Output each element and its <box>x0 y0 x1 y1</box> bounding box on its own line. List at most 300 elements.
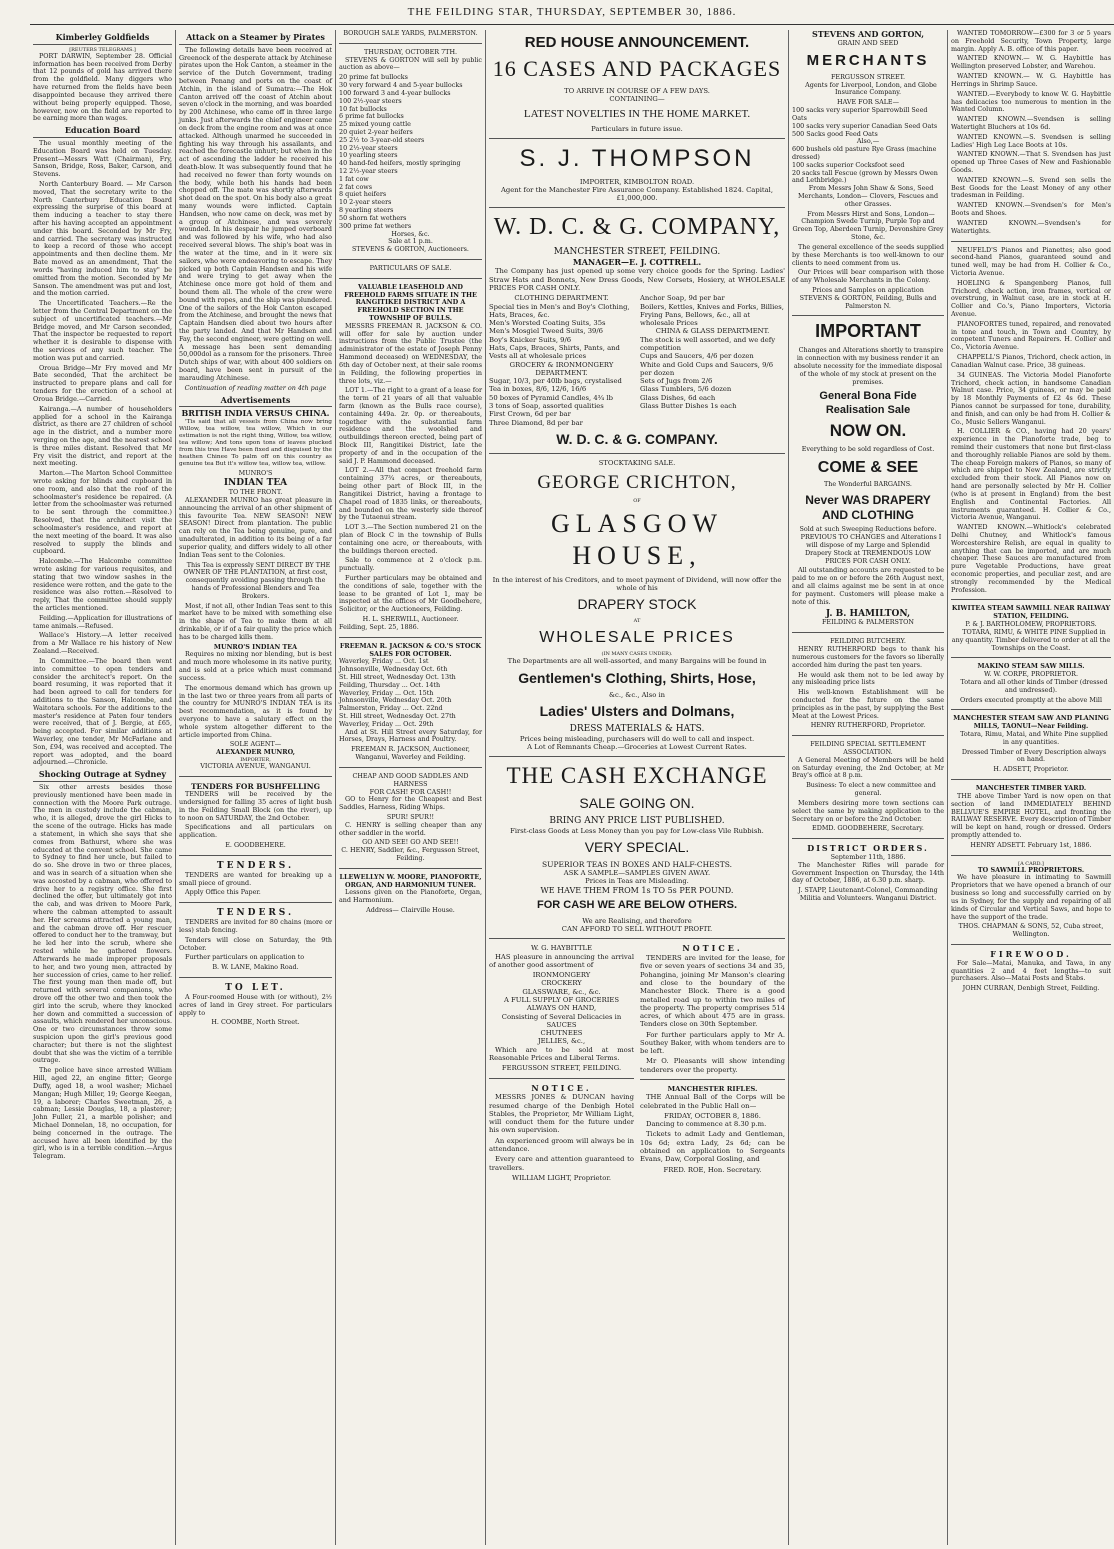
classified: 34 GUINEAS. The Victoria Model Pianoforte Trichord, check action, in handsome Canadian Walnut case. Price, 34 guineas, or may be paid by 18 Monthly Payments of £2 4s 6d. These Pianos cannot be surpassed for tone, durability, and finish, and can only be had from H. Collier & Co., Music Sellers Wanganui. <box>951 370 1111 426</box>
price-item: 3 tons of Soap, assorted qualities <box>489 401 604 410</box>
article-heading: Education Board <box>33 126 172 138</box>
ad-headline: FOR CASH WE ARE BELOW OTHERS. <box>536 899 738 912</box>
divider <box>489 207 785 208</box>
paragraph: C. HENRY is selling cheaper than any other saddler in the world. <box>339 820 482 837</box>
paragraph: Tenders will close on Saturday, the 9th October. <box>179 935 332 952</box>
paragraph: Dancing to commence at 8.30 p.m. <box>646 1120 767 1129</box>
ad-line: W. W. CORPE, PROPRIETOR. <box>984 670 1078 679</box>
ad-line: DRESS MATERIALS & HATS. <box>569 723 705 734</box>
price-item: First Crown, 6d per bar <box>489 410 571 419</box>
list-item: St. Hill street, Wednesday Oct. 27th <box>339 712 456 720</box>
ad-line: CHUTNEES <box>540 1029 583 1038</box>
price-list <box>489 294 785 427</box>
stock-list <box>339 74 482 238</box>
paragraph: The Company has just opened up some very choice goods for the Spring. Ladies' Straw Hats and Bonnets, New Dress Goods, New Corsets, Hosiery, at WHOLESALE PRICES FOR CASH ONLY. <box>489 267 785 293</box>
paragraph: ALEXANDER MUNRO has great pleasure in announcing the arrival of an other shipment of this favourite Tea. NEW SEASON! NEW SEASON! Direct from plantation. The public can rely on the Tea being genuine, pure, and unadulterated, in addition to its being of a far superior quality, and differs widely to all other Indian Teas sent to the Colonies. <box>179 496 332 559</box>
ad-line: CONTAINING— <box>609 95 665 104</box>
paragraph: MESSRS JONES & DUNCAN having resumed charge of the Denbigh Hotel Stables, the Proprietor, Mr William Light, will conduct them for the future under his own supervision. <box>489 1093 634 1135</box>
list-item: 10 2½-year steers <box>339 143 398 152</box>
ad-title: INDIAN TEA <box>223 478 288 489</box>
list-item: St. Hill street, Wednesday Oct. 13th <box>339 672 456 681</box>
ad-line: JELLIES, &c., <box>537 1037 586 1046</box>
classified: HOELING & Spangenberg Pianos, full Trichord, check action, iron frames, vertical or overstrung, in Walnut case, are in stock at H. Collier and Co.'s, Piano Importers, Victoria Avenue. <box>951 278 1111 318</box>
price-item: Anchor Soap, 9d per bar <box>640 294 725 303</box>
ad-headline: IMPORTANT <box>815 321 921 342</box>
price-item: Glass Dishes, 6d each <box>640 393 716 402</box>
ad-line: Also,— <box>856 137 880 146</box>
section-heading: Advertisements <box>179 396 332 408</box>
divider <box>179 977 332 978</box>
paragraph: Specifications and all particulars on application. <box>179 823 332 840</box>
ad-line: SPUR! SPUR!! <box>386 812 435 821</box>
list-item: 40 hand-fed heifers, mostly springing <box>339 159 461 168</box>
paragraph: This Tea is expressly SENT DIRECT BY THE OWNER OF THE PLANTATION, at first cost, consequently avoiding passing through the hands of Professional Blenders and Tea Brokers. <box>183 560 331 600</box>
price-list-left <box>489 294 634 427</box>
ad-line: MANAGER—E. J. COTTRELL. <box>572 256 702 267</box>
ad-line: P. & J. BARTHOLOMEW, PROPRIETORS. <box>965 620 1097 629</box>
column-2 <box>176 30 335 1545</box>
divider <box>489 1078 634 1079</box>
paragraph: TENDERS are wanted for breaking up a small piece of ground. <box>179 870 332 887</box>
dept-heading: CLOTHING DEPARTMENT. <box>514 294 609 303</box>
classified: WANTED KNOWN.— W. G. Haybittle has Herrings in Shrimp Sauce. <box>951 72 1111 88</box>
ad-line: SAUCES <box>546 1020 577 1029</box>
column-3 <box>336 30 485 1545</box>
ad-title: TO LET. <box>225 983 286 994</box>
ad-line: ASK A SAMPLE—SAMPLES GIVEN AWAY. <box>563 869 711 878</box>
ad-line: Prices being misleading, purchasers will do well to call and inspect. <box>519 734 755 743</box>
divider <box>792 838 944 839</box>
ad-line: IRONMONGERY <box>532 971 591 980</box>
paragraph: Halcombe.—The Halcombe committee wrote asking for various requisites, and stating that two window sashes in the residence were rotten, and the gate to the residence was also rotten.—Resolved to reply, That the committee should supply the articles mentioned. <box>33 557 172 613</box>
classified: WANTED KNOWN.— W. G. Haybittle has Wellington preserved Lobster, and Warehou. <box>951 54 1111 71</box>
ad-signature: FEILDING & PALMERSTON <box>821 618 915 627</box>
price-item: Men's Mosgiel Tweed Suits, 39/6 <box>489 327 603 336</box>
price-item: White and Gold Cups and Saucers, 9/6 per dozen <box>640 360 774 377</box>
ad-title: DISTRICT ORDERS. <box>807 843 929 854</box>
ad-title: NOTICE. <box>682 943 743 954</box>
paragraph: A General Meeting of Members will be held on Saturday evening, the 2nd October, at Mr Bray's office at 8 p.m. <box>792 755 944 780</box>
paragraph: North Canterbury Board. — Mr Carson moved, That the secretary write to the North Canterbury Education Board expressing the surprise of this board at them inducing a teacher to stay there after his having accepted an appointment under this board. Seconded by Mr Fry, and carried. The secretary was instructed to keep a record of those who accept appointments and then decline them. Mr Bate moved as an amendment, That the words "having induced him to stay" be omitted from the motion. Seconded by Mr Sanson. The amendment was put and lost, and the motion carried. <box>33 179 172 298</box>
paragraph: Mr O. Pleasants will show intending tenderers over the property. <box>640 1057 785 1074</box>
ad-title: STEVENS AND GORTON, <box>811 30 925 39</box>
ad-line: SOLE AGENT— <box>229 740 282 749</box>
ad-line: The Wonderful BARGAINS. <box>824 480 912 489</box>
ad-line: GO AND SEE! GO AND SEE!! <box>362 838 459 847</box>
ad-signature: H. COOMBE, North Street. <box>211 1018 300 1027</box>
divider <box>489 938 785 939</box>
divider <box>640 1079 785 1080</box>
list-item: 100 sacks very superior Canadian Seed Oats <box>792 121 938 130</box>
ad-line: The Departments are all well-assorted, and many Bargains will be found in <box>507 657 767 666</box>
classified: WANTED KNOWN.—Svendsen is selling Watertight Bluchers at 10s 6d. <box>951 115 1111 131</box>
paragraph: LOT 3.—The Section numbered 21 on the plan of Block C in the township of Bulls containing one acre, or thereabouts, with the buildings thereon erected. <box>339 523 482 555</box>
ad-title: TENDERS. <box>216 908 295 919</box>
dept-heading: CHINA & GLASS DEPARTMENT. <box>655 327 770 336</box>
ad-headline: NOW ON. <box>829 421 907 441</box>
divider <box>179 776 332 777</box>
classified: WANTED.—Everybody to know W. G. Haybittle has delicacies too numerous to mention in the Wanted Column. <box>951 89 1111 114</box>
paragraph: He would ask them not to be led away by any misleading price lists <box>792 670 944 687</box>
paragraph: Totara and all other kinds of Timber (dressed and undressed). <box>960 677 1108 694</box>
price-item: Men's Worsted Coating Suits, 35s <box>489 319 606 328</box>
ad-title: TENDERS. <box>216 860 295 871</box>
ad-line: FERGUSSON STREET. <box>830 72 906 81</box>
paragraph: The enormous demand which has grown up in the last two or three years from all parts of the country for MUNRO'S INDIAN TEA is its best recommendation, as it is found by everyone to have a salutary effect on the whole system altogether different to the article imported from China. <box>179 683 332 739</box>
ad-signature: FREEMAN R. JACKSON, Auctioneer, Wanganui, Waverley and Feilding. <box>351 745 470 762</box>
ad-line: Sold at such Sweeping Reductions before. <box>799 525 937 534</box>
divider <box>951 241 1111 242</box>
paragraph: The general excellence of the seeds supplied by these Merchants is too well-known to our clients to need comment from us. <box>792 242 944 267</box>
ad-title: PARTICULARS OF SALE. <box>369 263 452 272</box>
ad-line: &c., &c., Also in <box>608 690 666 699</box>
paragraph: Lessons given on the Pianoforte, Organ, and Harmonium. <box>339 888 482 905</box>
ad-line: GLASSWARE, &c., &c. <box>522 987 601 996</box>
ad-title: FREEMAN R. JACKSON & CO.'S STOCK SALES FOR OCTOBER. <box>339 641 482 658</box>
ad-line: WE HAVE THEM FROM 1s TO 5s PER POUND. <box>540 885 734 895</box>
paragraph: The following details have been received at Greenock of the desperate attack by Atchinese pirates upon the Hok Canton, a steamer in the service of the Dutch Government, trading between Penang and ports on the coast of Atchin, in the island of Sumatra:—The Hok Canton arrived off the coast of Atchin about seven o'clock in the morning, and was boarded by 200 Atchinese, who came off in three large junks. Just afterwards the chief engineer came on deck from the engine room and was at once attacked. Although unarmed he succeeded in fighting his way through his assailants, and reached the forecastle unhurt; but when in the act of ascending the ladder he received his death-blow. It was subsequently found that he had received no fewer than forty wounds on the body, while both his hands had been chopped off. The mate was shortly afterwards shot dead on the spot. On his body also a great many wounds were inflicted. Captain Handsen, who now came on deck, was met by a group of Atchinese, and was severely wounded. In his despair he jumped overboard and was followed by his wife, who had also received several blows. The ship's boat was in the water at the time, and in it were six sailors, who were endeavoring to escape. They picked up both Captain Handsen and his wife and were trying to get away when the Atchinese once more got hold of them and bound them all. The whole of the crew were bound with ropes, and the ship was plundered. One of the sailors of the Hok Canton escaped from the Atchinese, and brought the news that Captain Handsen died about two hours after the party landed. And that Mr Handsen and Fay, the second engineer, were getting on well. A message has been sent demanding 50,000dol as a ransom for the prisoners. Three Dutch ships of war, with about 400 soldiers on board, have been sent in pursuit of the marauding Atchinese. <box>179 45 332 382</box>
ad-title: FIREWOOD. <box>990 948 1072 959</box>
paragraph: Sale to commence at 2 o'clock p.m. punctually. <box>339 556 482 573</box>
ad-line: (IN MANY CASES UNDER). <box>601 651 673 658</box>
ad-headline: S. J. THOMPSON <box>519 145 755 173</box>
divider <box>951 779 1111 780</box>
paragraph: An experienced groom will always be in attendance. <box>489 1136 634 1153</box>
ad-signature: FRED. ROE, Hon. Secretary. <box>663 1165 762 1174</box>
paragraph: Wallace's History.—A letter received from a Mr Wallace re his history of New Zealand.—Received. <box>33 631 172 656</box>
ad-title: VALUABLE LEASEHOLD AND FREEHOLD FARMS SITUATE IN THE RANGITIKEI DISTRICT AND A FREEHOLD SECTION IN THE TOWNSHIP OF BULLS. <box>344 282 477 322</box>
ad-signature: JOHN CURRAN, Denbigh Street, Feilding. <box>962 984 1100 993</box>
classified: H. COLLIER & CO., having had 20 years' experience in the Pianoforte trade, beg to remind their customers that none but first-class and thoroughly reliable Pianos are sold by them. The cheap Foreign makers of Pianos, so many of which are shipped to New Zealand, are strictly excluded from their stock. All Pianos now on hand are personally selected by Mr H. Collier (who is at present in England) from the best English and Continental Factories. All instruments guaranteed. H. Collier & Co., Victoria Avenue, Wanganui. <box>951 427 1111 522</box>
ad-signature: J. STAPP, Lieutenant-Colonel, Commanding Militia and Volunteers. Wanganui District. <box>798 886 938 902</box>
paragraph: For further particulars apply to Mr A. Southey Baker, with whom tenders are to be left. <box>640 1030 785 1056</box>
price-item: Cups and Saucers, 4/6 per dozen <box>640 352 754 361</box>
column-1 <box>30 30 175 1545</box>
price-item: Sugar, 10/3, per 40lb bags, crystalised <box>489 377 622 386</box>
column-6 <box>948 30 1114 1545</box>
divider <box>951 709 1111 710</box>
paragraph: TENDERS are invited for the lease, for five or seven years of sections 34 and 35, Pohangina, joining Mr Manson's clearing and close to the boundary of the Manchester Block. There is a good metalled road up to within two miles of the property. The property comprises 514 acres, of which about 475 are in grass. Tenders close on 30th September. <box>640 954 785 1029</box>
ad-line: FRIDAY, OCTOBER 8, 1886. <box>664 1111 761 1120</box>
ad-line: [A CARD.] <box>1018 860 1044 867</box>
paragraph: The Manchester Rifles will parade for Government Inspection on Thursday, the 14th day of October, 1886, at 6.30 p.m. sharp. <box>792 860 944 885</box>
ad-line: First-class Goods at Less Money than you pay for Low-class Vile Rubbish. <box>510 826 764 835</box>
paragraph: And at St. Hill Street every Saturday, for Horses, Drays, Harness and Poultry. <box>339 727 482 744</box>
ad-headline: Never WAS DRAPERY AND CLOTHING <box>805 493 931 522</box>
paragraph: The Uncertificated Teachers.—Re the letter from the Central Department on the subject of uncertificated teachers.—Mr Bridge moved, and Mr Carson seconded, That the inspector be requested to report whether it is desirable to dispense with the services of any such teacher. The motion was put and carried. <box>33 299 172 362</box>
sales-list <box>339 658 482 728</box>
ad-line: A Lot of Remnants Cheap.—Groceries at Lowest Current Rates. <box>527 743 747 752</box>
ad-line: IMPORTER, KIMBOLTON ROAD. <box>579 177 695 186</box>
list-item: 25 mixed young cattle <box>339 120 411 129</box>
ad-title: FOR CASH! FOR CASH!! <box>369 787 452 796</box>
ad-title: FEILDING BUTCHERY. <box>830 637 906 646</box>
ad-title: NOTICE. <box>531 1082 592 1093</box>
paragraph: The usual monthly meeting of the Education Board was held on Tuesday. Present—Messrs Watt (Chairman), Fry, Sanson, Bridge, Ross, Baker, Carson, and Stevens. <box>33 138 172 179</box>
paragraph: THE Annual Ball of the Corps will be celebrated in the Public Hall on— <box>640 1093 785 1110</box>
paragraph: Further particulars may be obtained and the conditions of sale, together with the lease to be granted of Lot 1, may be inspected at the offices of Mr Goodbehere, Solicitor, or the Auctioneers, Feilding. <box>339 574 482 614</box>
ad-line: A FULL SUPPLY OF GROCERIES ALWAYS ON HAND, <box>503 996 620 1013</box>
divider <box>792 315 944 316</box>
paragraph: All outstanding accounts are requested to be paid to me on or before the 26th August next, and all claims against me be sent in at once for payment. Customers will please make a note of this. <box>792 566 944 606</box>
list-item: 8 yearling steers <box>339 206 394 215</box>
list-item: Palmerston, Friday ... Oct. 22nd <box>339 704 443 713</box>
paragraph: LOT 1.—The right to a grant of a lease for the term of 21 years of all that valuable farm (known as the Bulls race course), containing 449a. 2r. 0p. or thereabouts, together with the substantial farm residence and the woolshed and outbuildings thereon erected, being part of Block III, Rangitikei District, late the property of and in the occupation of the said J. P. Hammond deceased. <box>339 386 482 465</box>
article-heading: Attack on a Steamer by Pirates <box>179 33 332 45</box>
list-item: 100 sacks very superior Sparrowbill Seed Oats <box>792 106 928 122</box>
price-list-right <box>640 294 785 427</box>
classified: WANTED KNOWN.—Svendsen's for Watertights. <box>951 218 1111 235</box>
paragraph: Apply Office this Paper. <box>185 888 261 897</box>
ad-title: TO SAWMILL PROPRIETORS. <box>977 865 1085 874</box>
list-item: 500 Sacks good Feed Oats <box>792 129 878 138</box>
ad-signature: HENRY ADSETT. February 1st, 1886. <box>970 840 1092 849</box>
paragraph: PORT DARWIN, September 28. Official information has been received from Derby that 12 pounds of gold has arrived there from the goldfield. Many diggers who have returned from the fields have been disappointed because they arrived there without being properly equipped. Those, however, now on the field are reported to be earning more than wages. <box>33 51 172 123</box>
ad-signature: WILLIAM LIGHT, Proprietor. <box>511 1173 612 1182</box>
divider <box>951 944 1111 945</box>
divider <box>339 868 482 869</box>
ad-signature: FERGUSSON STREET, FEILDING. <box>501 1064 622 1073</box>
ad-headline: Ladies' Ulsters and Dolmans, <box>539 702 735 719</box>
list-item: Feilding, Thursday ... Oct. 14th <box>339 680 441 689</box>
ad-title: FEILDING SPECIAL SETTLEMENT ASSOCIATION. <box>810 740 926 757</box>
divider <box>489 453 785 454</box>
paragraph: Dressed Timber of Every Description always on hand. <box>961 747 1107 764</box>
credit: [REUTERS TELEGRAMS.] <box>69 46 136 53</box>
list-item: Johnsonville, Wednesday Oct. 20th <box>339 696 452 705</box>
column-4 <box>486 30 788 1545</box>
paragraph: Feilding.—Application for illustrations of tame animals.—Refused. <box>33 613 172 630</box>
divider <box>792 632 944 633</box>
paragraph: TENDERS are invited for 80 chains (more or less) stab fencing. <box>179 918 332 934</box>
paragraph: LOT 2.—All that compact freehold farm containing 37¾ acres, or thereabouts, being other part of Block III, in the Rangitikei District, having a frontage to Chapel road of 1835 links, or thereabouts, and bounded on the westerly side thereof by the Tutaenui stream. <box>339 466 482 522</box>
ad-title: BRITISH INDIA VERSUS CHINA. <box>181 408 330 419</box>
list-item: 100 2½-year steers <box>339 96 402 105</box>
ad-headline: General Bona Fide Realisation Sale <box>819 390 917 416</box>
list-item: Waverley, Friday ... Oct. 29th <box>339 719 434 728</box>
ad-signature: C. HENRY, Saddler, &c., Fergusson Street, Feilding. <box>341 846 480 862</box>
paragraph: THE above Timber Yard is now open on that section of land IMMEDIATELY BEHIND BELLVUE'S EMPIRE HOTEL, and fronting the RAILWAY RESERVE. Every description of Timber will be kept on hand, rough or dressed. Orders promptly attended to. <box>951 791 1111 839</box>
ad-title: MANCHESTER TIMBER YARD. <box>975 784 1087 793</box>
list-item: 10 2-year steers <box>339 198 392 207</box>
list-item: 20 prime fat bullocks <box>339 73 408 82</box>
ad-headline: COME & SEE <box>817 458 919 476</box>
paragraph: A Four-roomed House with (or without), 2½ acres of land in Grey street. For particulars apply to <box>179 992 332 1017</box>
list-item: Horses, &c. <box>391 229 430 238</box>
classified: WANTED KNOWN.—S. Svend sen sells the Best Goods for the Least Money of any other tradesman in Feilding. <box>951 175 1111 200</box>
price-item: Tea in boxes, 8/6, 12/6, 16/6 <box>489 385 587 394</box>
paragraph: Business: To elect a new committee and general. <box>806 781 936 798</box>
list-item: 10 yearling steers <box>339 151 398 160</box>
price-item: Boilers, Kettles, Knives and Forks, Billies, Frying Pans, Bellows, &c., all at wholesale Prices <box>640 302 784 328</box>
ad-headline: VERY SPECIAL. <box>584 838 690 855</box>
ad-line: TO ARRIVE IN COURSE OF A FEW DAYS. <box>564 87 710 96</box>
ad-line: Sale at 1 p.m. <box>388 237 433 246</box>
paragraph: Which are to be sold at most Reasonable Prices and Liberal Terms. <box>489 1045 634 1062</box>
ad-signature: STEVENS & GORTON, Feilding, Bulls and Palmerston N. <box>799 293 937 310</box>
article-heading: Shocking Outrage at Sydney <box>33 770 172 782</box>
masthead: THE FEILDING STAR, THURSDAY, SEPTEMBER 30, 1886. <box>407 6 737 18</box>
ad-line: CROCKERY <box>541 979 582 988</box>
price-item: Special ties in Men's and Boy's Clothing, Hats, Braces, &c. <box>489 302 630 319</box>
paragraph: TENDERS will be received by the undersigned for falling 35 acres of light bush in the Feilding Small Block (on the river), up to noon on SATURDAY, the 2nd October. <box>179 790 332 822</box>
divider <box>951 657 1111 658</box>
list-item: Johnsonville, Wednesday Oct. 6th <box>339 665 448 674</box>
divider <box>339 278 482 279</box>
paragraph: For Sale—Matai, Manuka, and Tawa, in any quantities 2 and 4 feet lengths—to suit purchasers. Also—Matai Posts and Stabs. <box>951 958 1111 983</box>
ad-headline: MERCHANTS <box>806 51 930 69</box>
ad-line: IMPORTER, <box>240 757 271 764</box>
ad-title: KIWITEA STEAM SAWMILL NEAR RAILWAY STATION, FEILDING. <box>951 604 1111 621</box>
ad-signature: E. GOODBEHERE. <box>225 840 286 849</box>
classified: CHAPPELL'S Pianos, Trichord, check action, in Canadian Walnut case. Price, 38 guineas. <box>951 353 1111 369</box>
classified: NEUFELD'S Pianos and Pianettes; also good second-hand Pianos, guaranteed sound and tuned well, may be had from H. Collier & Co., Victoria Avenue. <box>951 245 1111 277</box>
ad-line: Orders executed promptly at the above Mill <box>959 695 1103 704</box>
ad-line: AT <box>633 617 641 624</box>
list-item: 25 2½ to 3-year-old steers <box>339 135 425 144</box>
paragraph: Changes and Alterations shortly to transpire in connection with my business render it an absolute necessity for the immediate disposal of the whole of my stock at present on the premises. <box>793 346 944 386</box>
ad-signature: THOS. CHAPMAN & SONS, 52, Cuba street, Wellington. <box>958 922 1104 939</box>
paragraph: From Messrs John Shaw & Sons, Seed Merchants, London— Clovers, Fescues and other Grasses. <box>797 184 939 208</box>
price-item: The stock is well assorted, and we defy competition <box>640 335 776 352</box>
ad-title: BOROUGH SALE YARDS, PALMERSTON. <box>343 30 478 37</box>
list-item: 20 sacks tall Fescue (grown by Messrs Owen and Lethbridge.) <box>792 168 938 185</box>
list-item: Waverley, Friday ... Oct. 1st <box>339 657 429 666</box>
list-item: 600 bushels old pasture Rye Grass (machine dressed) <box>792 145 937 161</box>
ad-signature: HENRY RUTHERFORD, Proprietor. <box>810 721 926 730</box>
paragraph: Tickets to admit Lady and Gentleman, 10s 6d; extra Lady, 2s 6d; can be obtained on application to Sergeants Evans, Daw, Corporal Gosling, and <box>640 1130 785 1164</box>
list-item: 6 prime fat bullocks <box>339 112 404 121</box>
ad-signature: H. ADSETT, Proprietor. <box>993 765 1069 774</box>
ad-line: Prices and Samples on application <box>812 285 924 294</box>
price-item: Sets of Jugs from 2/6 <box>640 377 713 386</box>
paragraph: Every care and attention guaranteed to travellers. <box>489 1155 634 1172</box>
ad-title: MANCHESTER STEAM SAW AND PLANING MILLS, TAONUI—Near Feilding. <box>953 714 1109 731</box>
paragraph: Our Prices will bear comparison with those of any Wholesale Merchants in the Colony. <box>792 268 944 285</box>
notice-ad <box>640 944 785 1182</box>
price-item: Boy's Knicker Suits, 9/6 <box>489 335 572 344</box>
ad-line: MUNRO'S <box>238 469 273 478</box>
paragraph: Most, if not all, other Indian Teas sent to this market have to be mixed with something else in the shape of Tea to make them at all drinkable, or if of a fair quality the price which has to be charged kills them. <box>179 601 332 641</box>
ad-verse: 'Tis said that all vessels from China now bring Willow, tea willow, tea willow, Which in our estimation is not the right thing, Willow, tea willow, tea willow; And tons upon tons of leaves plucked from this tree Have been fixed and disguised by the heathen Chinee To palm off on this country as genuine tea But it's willow tea, willow tea, willow. <box>179 419 332 468</box>
list-item: 8 quiet heifers <box>339 190 387 199</box>
paragraph: We have pleasure in intimating to Sawmill Proprietors that we have opened a branch of our business so long and successfully carried on by us in Sydney, for the supply and repairing of all kinds of Circular and Vertical Saws, and hope to have the support of the trade. <box>951 873 1111 921</box>
classified: WANTED KNOWN.—Whitlock's celebrated Delhi Chutney, and Whitlock's famous Worcestershire Relish, are equal in quality to anything that can be imported, and are much cheaper. These Sauces are manufactured from pure Vegetable Productions, have great economic properties, and peculiar zest, and are strongly recommended by the Medical Profession. <box>951 523 1111 594</box>
list-item: 1 fat cow <box>339 174 369 183</box>
ad-title: TENDERS FOR BUSHFELLING <box>190 781 321 791</box>
ad-title: W. G. HAYBITTLE <box>530 944 593 953</box>
ad-title: MANCHESTER RIFLES. <box>667 1085 758 1094</box>
list-item: 100 sacks superior Cocksfoot seed <box>792 160 905 169</box>
ad-headline: SALE GOING ON. <box>579 794 695 811</box>
ad-line: THURSDAY, OCTOBER 7TH. <box>363 47 458 56</box>
divider <box>179 902 332 903</box>
haybittle-ad <box>489 944 634 1182</box>
ad-headline: GLASGOW HOUSE, <box>551 509 723 571</box>
ad-headline: DRAPERY STOCK <box>577 596 697 613</box>
ad-line: BRING ANY PRICE LIST PUBLISHED. <box>549 815 725 826</box>
paragraph: Requires no mixing nor blending, but is best and much more wholesome in its native purity, and is sold at a price which must command success. <box>179 650 332 682</box>
ad-line: SUPERIOR TEAS IN BOXES AND HALF-CHESTS. <box>542 859 732 869</box>
paragraph: HAS pleasure in announcing the arrival of another good assortment of <box>489 952 634 969</box>
paragraph: From Messrs Hirst and Sons, London— Champion Swede Turnip, Purple Top and Green Top, Aberdeen Turnip, Devonshire Grey Stone, &c. <box>792 209 944 242</box>
ad-headline: RED HOUSE ANNOUNCEMENT. <box>524 34 750 51</box>
ad-headline: 16 CASES AND PACKAGES <box>492 56 782 82</box>
classified: WANTED KNOWN.—That S. Svendsen has just opened up Three Cases of New and Fashionable Goods. <box>951 150 1111 174</box>
ad-line: GRAIN AND SEED <box>837 38 899 47</box>
list-item: 300 prime fat wethers <box>339 221 412 230</box>
paragraph: TOTARA, RIMU, & WHITE PINE Supplied in any quantity. Timber delivered to order at all the Townships on the Coast. <box>951 627 1111 652</box>
ad-line: OF <box>633 498 641 505</box>
ad-line: MANCHESTER STREET, FEILDING. <box>553 246 721 257</box>
classified: WANTED KNOWN.—S. Svendsen is selling Ladies' High Leg Lace Boots at 10s. <box>951 132 1111 149</box>
ad-headline: THE CASH EXCHANGE <box>506 763 768 789</box>
list-item: 100 forward 3 and 4-year bullocks <box>339 88 451 97</box>
ad-headline: GEORGE CRICHTON, <box>537 472 737 494</box>
ad-line: Particulars in future issue. <box>591 125 683 134</box>
paragraph: Kairanga.—A number of householders applied for a school in the Kairanga district, as there are 27 children of school age in the district, and a number more verging on the age, and the nearest school is three miles distant. Resolved that Mr Fry visit the district, and report at the next meeting. <box>33 404 172 468</box>
divider <box>951 855 1111 856</box>
paragraph: PREVIOUS TO CHANGES and Alterations I will dispose of my Large and Splendid Drapery Stock at TREMENDOUS LOW PRICES FOR CASH ONLY. <box>800 533 942 565</box>
ad-title: LLEWELLYN W. MOORE, PIANOFORTE, ORGAN, AND HARMONIUM TUNER. <box>339 872 482 889</box>
ad-line: HAVE FOR SALE— <box>837 98 899 107</box>
ad-line: Consisting of Several Delicacies in <box>501 1012 622 1021</box>
paragraph: Further particulars on application to <box>185 953 305 962</box>
ad-line: TO THE FRONT. <box>228 488 283 497</box>
ad-line: In the interest of his Creditors, and to meet payment of Dividend, will now offer the whole of his <box>492 575 782 593</box>
ad-line: Everything to be sold regardless of Cost. <box>801 444 935 453</box>
paragraph: Members desiring more town sections can select the same by making application to the Secretary on or before the 2nd October. <box>792 798 944 823</box>
ad-signature: J. B. HAMILTON, <box>825 608 911 619</box>
paragraph: The police have since arrested William Hill, aged 22, an engine fitter; George Duffy, aged 18, a wool washer; Michael Mangan; Hugh Miller, 19; George Keegan, 19, a laborer; Charles Sweetman, 26, a cabman; Lessie Douglas, 18, a plasterer; John Fuller, 21, a marble polisher; and Michael Donnelan, 18, no occupation, for being concerned in the outrage. The accused have all been identified by the girl, who is in a terrible condition.—Argus Telegram. <box>33 1066 172 1161</box>
paragraph: GO to Henry for the Cheapest and Best Saddles, Harness, Riding Whips. <box>339 795 482 812</box>
ad-signature: H. L. SHERWILL, Auctioneer. <box>362 615 459 624</box>
divider <box>179 855 332 856</box>
ad-title: MUNRO'S INDIAN TEA <box>213 642 298 651</box>
divider <box>339 43 482 44</box>
ad-line: ALEXANDER MUNRO, <box>215 748 296 757</box>
paragraph: Six other arrests besides those previously mentioned have been made in connection with the Moore Park outrage. The men in custody include the cabman, who, it is alleged, drove the girl Hicks to the scene of the outrage. Hicks has made a statement, in which she says that she comes from Bathurst, where she was educated at the convent school. She came to Sydney to find her uncle, but failed to do so. She drove in two or three places, and was in search of a situation when she was accosted by a cabman, who offered to drive her to a registry office. She first declined the offer, but ultimately got into the cab, and was driven to Moore Park, where the cabman attempted to assault her. Her screams attracted a young man, and the cabman drove off. Her rescuer offered to conduct her to the tramway, but he led her into the scrub, where she rested while he gathered flowers. Afterwards he made improper proposals to her, and two young men, attracted by her succession of cries, came to her relief. The first young man then made off, but returned with several companions, who drove off the other two and then took the girl into the scrub, where they knocked her down and committed a succession of assaults, which rendered her unconscious. One or two circumstances throw some suspicion upon the girl's previous good character; but there is not the slightest doubt that she was the victim of a terrible outrage. <box>33 783 172 1065</box>
price-item: Glass Butter Dishes 1s each <box>640 401 737 410</box>
article-heading: Kimberley Goldfields <box>33 33 172 45</box>
paragraph: His well-known Establishment will be conducted for the future on the same principles as in the past, by supplying the Best Meat at the Lowest Prices. <box>792 688 944 720</box>
ad-signature: EDMD. GOODBEHERE, Secretary. <box>812 824 924 833</box>
paragraph: In Committee.—The board then went into committee to open tenders and consider the architect's report. On the board resuming, it was reported that it had been agreed to call for tenders for additions to the Sanson, Halcombe, and Waitotara schools. For the additions to the master's residence at Paten four tenders were received, that of J. Bergie, at £65, being accepted. For similar additions at Waverley, one tender, Mr McFarlane and Son, £94, was received and accepted. The report was adopted, and the board adjourned.—Chronicle. <box>33 656 172 767</box>
ad-line: CAN AFFORD TO SELL WITHOUT PROFIT. <box>561 925 713 934</box>
classified: PIANOFORTES tuned, repaired, and renovated in tone and touch, in Town and Country, by competent Tuners and Repairers. H. Collier and Co., Victoria Avenue. <box>951 319 1111 352</box>
ad-line: STOCKTAKING SALE. <box>598 458 676 467</box>
divider <box>489 138 785 139</box>
divider <box>339 637 482 638</box>
list-item: 12 2½-year steers <box>339 167 398 175</box>
price-item: Three Diamond, 8d per bar <box>489 418 583 427</box>
divider <box>792 735 944 736</box>
column-5 <box>789 30 947 1545</box>
ad-line: VICTORIA AVENUE, WANGANUI. <box>200 762 311 771</box>
price-item: Hats, Caps, Braces, Shirts, Pants, and Vests all at wholesale prices <box>489 344 620 361</box>
ad-headline: Gentlemen's Clothing, Shirts, Hose, <box>518 669 756 686</box>
divider <box>951 599 1111 600</box>
paragraph: Totara, Rimu, Matai, and White Pine supplied in any quantities. <box>960 730 1108 746</box>
ad-headline: LATEST NOVELTIES IN THE HOME MARKET. <box>523 107 751 120</box>
masthead-rule <box>30 24 1114 25</box>
ad-date: Feilding, Sept. 25, 1886. <box>339 622 419 631</box>
ad-title: CHEAP AND GOOD SADDLES AND HARNESS <box>352 771 469 788</box>
classified: WANTED TOMORROW—£300 for 3 or 5 years on Freehold Security, Town Property, large margin. Apply A. B. office of this paper. <box>951 30 1111 53</box>
list-item: 30 very forward 4 and 5-year bullocks <box>339 81 463 90</box>
dept-heading: GROCERY & IRONMONGERY DEPARTMENT. <box>509 360 614 377</box>
ad-headline: WHOLESALE PRICES <box>539 628 735 646</box>
